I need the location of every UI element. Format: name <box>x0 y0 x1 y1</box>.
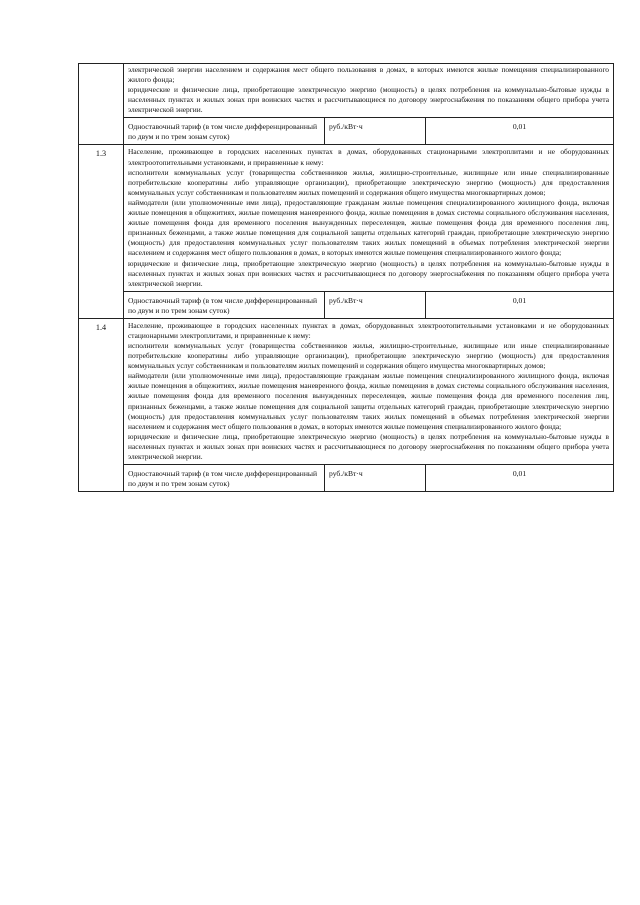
tariff-label: Одноставочный тариф (в том числе дифференцированный по двум и по трем зонам суток) <box>124 291 325 318</box>
table-row <box>79 318 614 491</box>
consumer-description <box>124 64 613 117</box>
description-paragraph: Население, проживающее в городских населенных пунктах в домах, оборудованных стационарными электроплитами и не оборудованных электроотопительными установками, и приравненные к нему: <box>128 147 609 167</box>
row-body <box>124 145 614 318</box>
row-number: 1.3 <box>79 145 124 318</box>
description-paragraph: юридические и физические лица, приобретающие электрическую энергию (мощность) в целях потребления на коммунально-бытовые нужды в населенных пунктах и жилых зонах при воинских частях и рассчитывающиеся по договору энергоснабжения по показаниям общего прибора учета электрической энергии. <box>128 431 609 461</box>
table-row <box>79 64 614 145</box>
description-paragraph: электрической энергии населением и содержания мест общего пользования в домах, в которых имеются жилые помещения специализированного жилого фонда; <box>128 65 609 85</box>
tariff-value: 0,01 <box>512 295 527 305</box>
tariff-line <box>124 464 613 491</box>
tariff-value: 0,01 <box>512 469 527 479</box>
tariff-unit: руб./кВт·ч <box>325 465 426 492</box>
tariff-value: 0,01 <box>512 122 527 132</box>
row-body <box>124 64 614 145</box>
description-paragraph: исполнители коммунальных услуг (товарищества собственников жилья, жилищно-строительные, жилищные или иные специализированные потребительские кооперативы либо управляющие организации), приобретающие электрическую энергию (мощность) для предоставления коммунальных услуг собственникам и пользователям жилых помещений и содержания общего имущества многоквартирных домов; <box>128 167 609 197</box>
tariff-unit: руб./кВт·ч <box>325 291 426 318</box>
description-paragraph: исполнители коммунальных услуг (товарищества собственников жилья, жилищно-строительные, жилищные или иные специализированные потребительские кооперативы либо управляющие организации), приобретающие электрическую энергию (мощность) для предоставления коммунальных услуг собственникам и пользователям жилых помещений и содержания общего имущества многоквартирных домов; <box>128 340 609 371</box>
tariff-line <box>124 117 613 144</box>
row-number <box>79 64 124 145</box>
table-row <box>79 145 614 318</box>
tariff-table <box>78 63 614 492</box>
description-paragraph: наймодатели (или уполномоченные ими лица), предоставляющие гражданам жилые помещения специализированного жилищного фонда, включая жилые помещения в общежитиях, жилые помещения маневренного фонда, жилые помещения в домах системы социального обслуживания населения, жилые помещения фонда для временного поселения вынужденных переселенцев, жилые помещения фонда для временного поселения лиц, признанных беженцами, а также жилые помещения для социальной защиты отдельных категорий граждан, приобретающие электрическую энергию (мощность) для предоставления коммунальных услуг пользователям таких жилых помещений в объемах потребления электрической энергии населением и содержания мест общего пользования в домах, в которых имеются жилые помещения специализированного жилого фонда; <box>128 371 609 431</box>
consumer-description <box>124 319 613 464</box>
description-paragraph: юридические и физические лица, приобретающие электрическую энергию (мощность) в целях потребления на коммунально-бытовые нужды в населенных пунктах и жилых зонах при воинских частях и рассчитывающиеся по договору энергоснабжения по показаниям общего прибора учета электрической энергии. <box>128 258 609 288</box>
description-paragraph: наймодатели (или уполномоченные ими лица), предоставляющие гражданам жилые помещения специализированного жилищного фонда, включая жилые помещения в общежитиях, жилые помещения маневренного фонда, жилые помещения в домах системы социального обслуживания населения, жилые помещения фонда для временного поселения вынужденных переселенцев, жилые помещения фонда для временного поселения лиц, признанных беженцами, а также жилые помещения для социальной защиты отдельных категорий граждан, приобретающие электрическую энергию (мощность) для предоставления коммунальных услуг пользователям таких жилых помещений в объемах потребления электрической энергии населением и содержания мест общего пользования в домах, в которых имеются жилые помещения специализированного жилого фонда; <box>128 197 609 258</box>
tariff-label: Одноставочный тариф (в том числе дифференцированный по двум и по трем зонам суток) <box>124 465 325 492</box>
tariff-label: Одноставочный тариф (в том числе дифференцированный по двум и по трем зонам суток) <box>124 118 325 145</box>
tariff-line <box>124 291 613 318</box>
description-paragraph: Население, проживающее в городских населенных пунктах в домах, оборудованных электроотопительными установками и не оборудованных стационарными электроплитами, и приравненные к нему: <box>128 320 609 340</box>
tariff-unit: руб./кВт·ч <box>325 118 426 145</box>
row-number: 1.4 <box>79 318 124 491</box>
description-paragraph: юридические и физические лица, приобретающие электрическую энергию (мощность) в целях потребления на коммунально-бытовые нужды в населенных пунктах и жилых зонах при воинских частях и рассчитывающиеся по договору энергоснабжения по показаниям общего прибора учета электрической энергии. <box>128 85 609 115</box>
consumer-description <box>124 145 613 290</box>
row-body <box>124 318 614 491</box>
